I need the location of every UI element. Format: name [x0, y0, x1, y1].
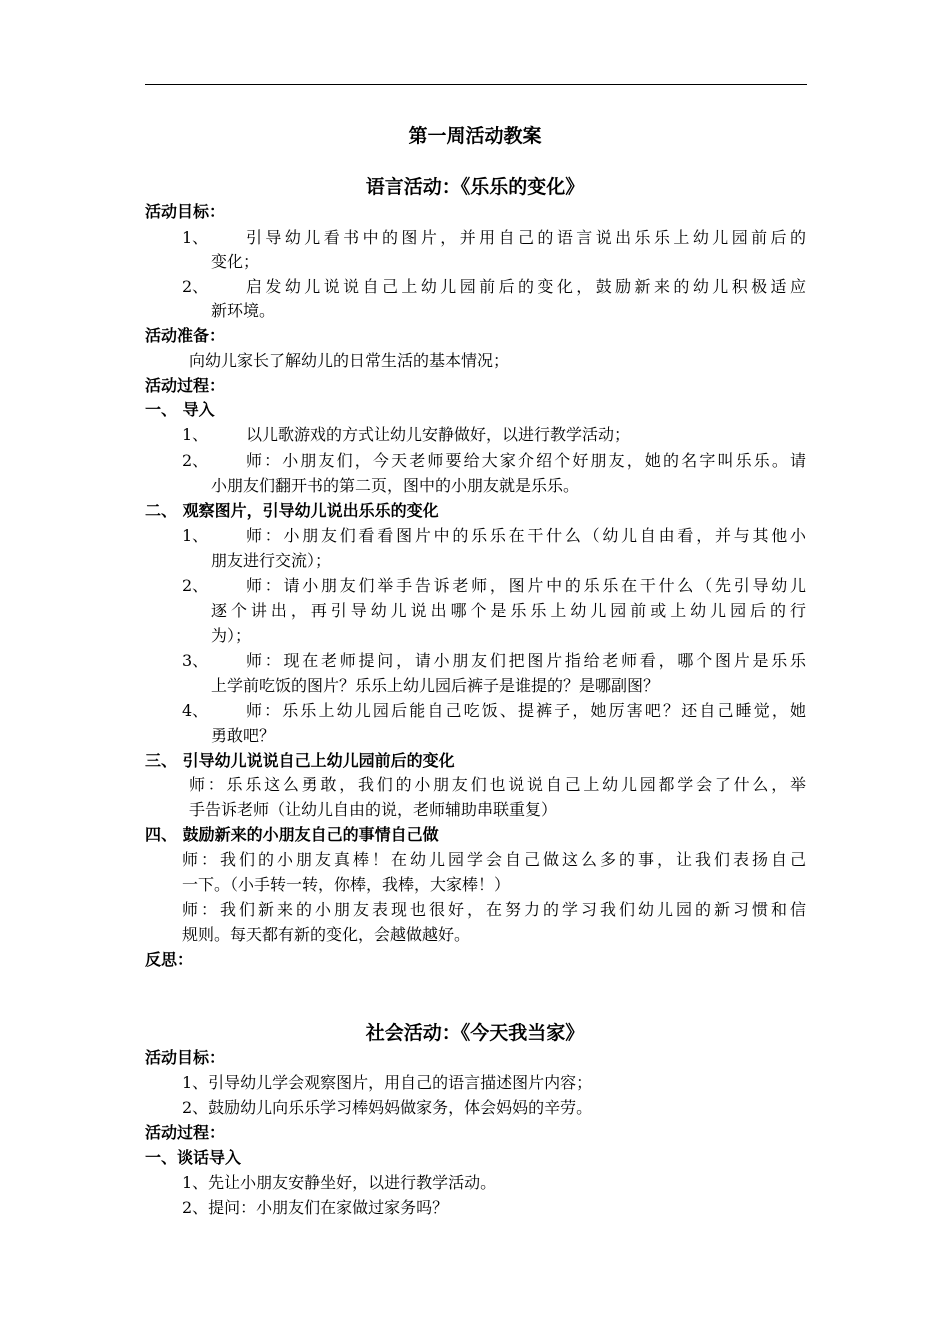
- page-title: 第一周活动教案: [408, 125, 542, 147]
- goal-text-continued: 变化；: [211, 252, 260, 271]
- step-number: 4、: [182, 701, 209, 720]
- reflection-label: 反思：: [145, 950, 194, 969]
- step-title: 一、谈话导入: [145, 1148, 242, 1167]
- step-text-continued: 逐个讲出，再引导幼儿说出哪个是乐乐上幼儿园前或上幼儿园后的行: [211, 601, 806, 620]
- goal-number: 2、: [182, 277, 209, 296]
- step-text: 师：我们新来的小朋友表现也很好，在努力的学习我们幼儿园的新习惯和信: [182, 900, 806, 919]
- section-heading-social: 社会活动：《今天我当家》: [365, 1022, 585, 1044]
- step-number: 2、: [182, 451, 209, 470]
- goals-label: 活动目标：: [145, 202, 226, 221]
- process-label: 活动过程：: [145, 376, 226, 395]
- step-text-continued: 上学前吃饭的图片？乐乐上幼儿园后裤子是谁提的？是哪副图？: [211, 676, 660, 695]
- step-text: 师：请小朋友们举手告诉老师，图片中的乐乐在干什么（先引导幼儿: [246, 576, 806, 595]
- step-text-continued: 规则。每天都有新的变化，会越做越好。: [182, 925, 471, 944]
- step-text: 师：我们的小朋友真棒！在幼儿园学会自己做这么多的事，让我们表扬自己: [182, 850, 806, 869]
- section-heading-language: 语言活动：《乐乐的变化》: [365, 176, 585, 198]
- step-text: 师：现在老师提问，请小朋友们把图片指给老师看，哪个图片是乐乐: [246, 651, 806, 670]
- header-rule: [145, 84, 807, 85]
- step-text-continued: 朋友进行交流）；: [211, 551, 332, 570]
- step-title: 三、 引导幼儿说说自己上幼儿园前后的变化: [145, 751, 455, 770]
- step-text: 师：乐乐这么勇敢，我们的小朋友们也说说自己上幼儿园都学会了什么，举: [189, 775, 806, 794]
- step-text-continued: 为）；: [211, 626, 252, 645]
- goal-text-continued: 新环境。: [211, 301, 276, 320]
- step-item: 1、先让小朋友安静坐好，以进行教学活动。: [182, 1173, 497, 1192]
- step-text: 以儿歌游戏的方式让幼儿安静做好，以进行教学活动；: [246, 425, 631, 444]
- step-text-continued: 小朋友们翻开书的第二页，图中的小朋友就是乐乐。: [211, 476, 580, 495]
- step-text-continued: 勇敢吧？: [211, 726, 276, 745]
- step-item: 2、提问：小朋友们在家做过家务吗？: [182, 1198, 449, 1217]
- step-text-continued: 手告诉老师（让幼儿自由的说，老师辅助串联重复）: [189, 800, 558, 819]
- step-text-continued: 一下。（小手转一转，你棒，我棒，大家棒！）: [182, 875, 511, 894]
- prep-text: 向幼儿家长了解幼儿的日常生活的基本情况；: [189, 351, 510, 370]
- goal-text: 启发幼儿说说自己上幼儿园前后的变化，鼓励新来的幼儿积极适应: [246, 277, 806, 296]
- step-number: 1、: [182, 425, 209, 444]
- goal-text: 引导幼儿看书中的图片，并用自己的语言说出乐乐上幼儿园前后的: [246, 228, 806, 247]
- step-title: 二、 观察图片，引导幼儿说出乐乐的变化: [145, 501, 439, 520]
- step-title: 四、 鼓励新来的小朋友自己的事情自己做: [145, 825, 439, 844]
- step-number: 2、: [182, 576, 209, 595]
- goal-item: 1、引导幼儿学会观察图片，用自己的语言描述图片内容；: [182, 1073, 593, 1092]
- step-number: 1、: [182, 526, 209, 545]
- goals-label: 活动目标：: [145, 1048, 226, 1067]
- goal-item: 2、鼓励幼儿向乐乐学习棒妈妈做家务，体会妈妈的辛劳。: [182, 1098, 593, 1117]
- step-text: 师：乐乐上幼儿园后能自己吃饭、提裤子，她厉害吧？还自己睡觉，她: [246, 701, 806, 720]
- step-number: 3、: [182, 651, 209, 670]
- goal-number: 1、: [182, 228, 209, 247]
- prep-label: 活动准备：: [145, 326, 226, 345]
- process-label: 活动过程：: [145, 1123, 226, 1142]
- step-text: 师：小朋友们看看图片中的乐乐在干什么（幼儿自由看，并与其他小: [246, 526, 806, 545]
- step-text: 师：小朋友们，今天老师要给大家介绍个好朋友，她的名字叫乐乐。请: [246, 451, 806, 470]
- step-title: 一、 导入: [145, 400, 215, 419]
